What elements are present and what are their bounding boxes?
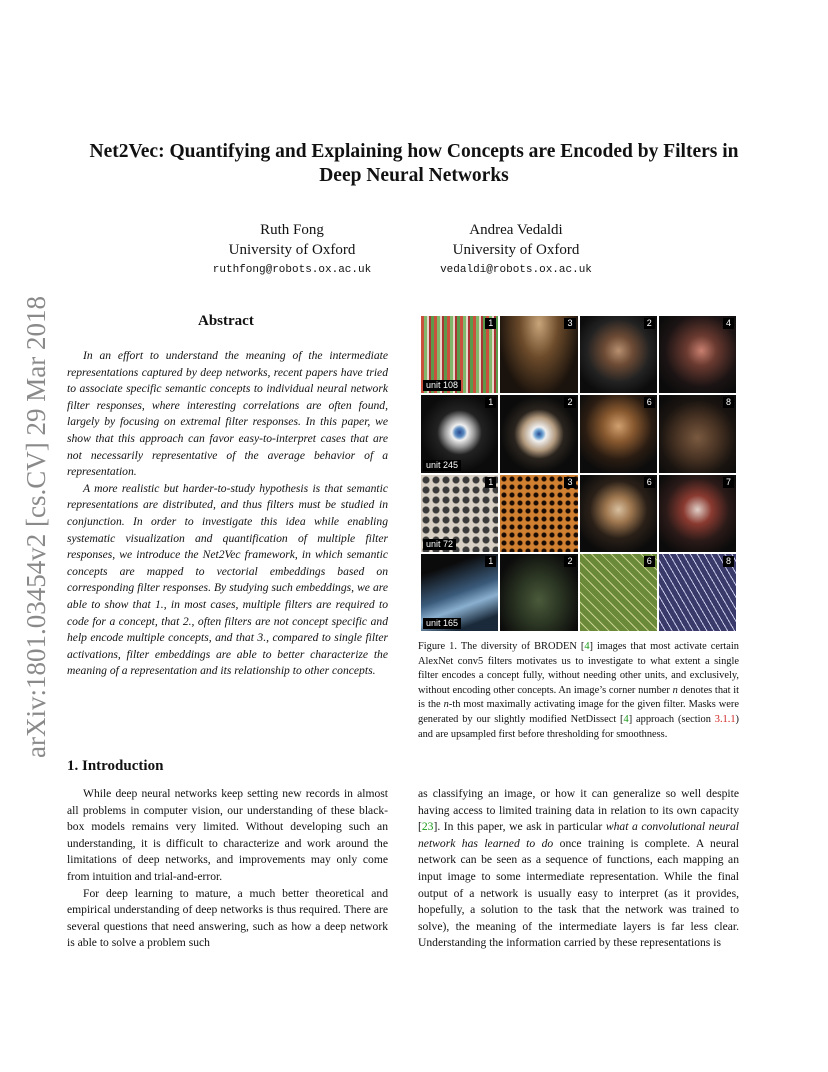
figure-tile xyxy=(421,554,498,631)
citation-link[interactable]: 4 xyxy=(584,641,590,652)
figure-tile xyxy=(500,316,577,393)
figure-tile xyxy=(580,395,657,472)
figure-tile xyxy=(421,475,498,552)
rank-badge: 1 xyxy=(485,318,496,329)
section-heading-introduction: 1. Introduction xyxy=(67,758,164,774)
rank-badge: 2 xyxy=(564,556,575,567)
arxiv-identifier-stamp xyxy=(14,288,54,758)
author-email[interactable]: ruthfong@robots.ox.ac.uk xyxy=(212,264,372,276)
unit-label: unit 108 xyxy=(423,380,461,391)
section-link[interactable]: 3.1.1 xyxy=(714,713,736,725)
unit-label: unit 165 xyxy=(423,618,461,629)
paper-title xyxy=(60,140,768,188)
figure-tile xyxy=(421,395,498,472)
rank-badge: 8 xyxy=(723,556,734,567)
rank-badge: 1 xyxy=(485,477,496,488)
rank-badge: 2 xyxy=(564,397,575,408)
rank-badge: 8 xyxy=(723,397,734,408)
intro-paragraph-2: For deep learning to mature, a much better theoretical and empirical understanding of deep networks is thus required. There are several questions that need answering, such as how a deep network is able to solve a problem such xyxy=(67,886,388,950)
figure-1-image-grid xyxy=(421,316,736,631)
rank-badge: 1 xyxy=(485,556,496,567)
figure-tile xyxy=(659,316,736,393)
author-block-1 xyxy=(192,220,392,280)
citation-link[interactable]: 23 xyxy=(421,820,434,834)
figure-tile xyxy=(580,316,657,393)
author-email[interactable]: vedaldi@robots.ox.ac.uk xyxy=(440,264,592,276)
math-variable: n xyxy=(672,684,678,696)
rank-badge: 2 xyxy=(644,318,655,329)
rank-badge: 3 xyxy=(564,477,575,488)
abstract-paragraph-1: In an effort to understand the meaning of the intermediate representations captured by deep networks, recent papers have tried to associate specific semantic concepts to individual neural network filter responses, where interesting correlations are often found, largely by focusing on extremal filter responses. In this paper, we show that this approach can favor easy-to-interpret cases that are not necessarily representative of the average behavior of a representation. xyxy=(67,349,388,479)
author-name: Ruth Fong xyxy=(260,222,324,238)
figure-tile xyxy=(500,475,577,552)
author-name: Andrea Vedaldi xyxy=(469,222,563,238)
rank-badge: 7 xyxy=(723,477,734,488)
intro-right-column: as classifying an image, or how it can generalize so well despite having access to limited training data in relation to its own capacity [23]. In this paper, we ask in particular what a convolutional neural network has learned to do once training is complete. A neural network can be seen as a sequence of functions, each mapping an input image to some intermediate representation. While the final output of a network is usually easy to interpret (as it provides, hopefully, a solution to the task that the network was trained to solve), the meaning of the intermediate layers is far less clear. Understanding the information carried by these representations is xyxy=(418,787,739,950)
citation-link[interactable]: 4 xyxy=(623,713,629,725)
unit-label: unit 245 xyxy=(423,460,461,471)
figure-tile xyxy=(500,395,577,472)
author-block-2 xyxy=(416,220,616,280)
figure-tile xyxy=(659,554,736,631)
abstract-heading: Abstract xyxy=(198,313,254,329)
figure-tile xyxy=(659,475,736,552)
figure-tile xyxy=(580,475,657,552)
intro-right-text: as classifying an image, or how it can generalize so well despite having access to limited training data in relation to its own capacity [ xyxy=(418,787,739,834)
title-line-2: Deep Neural Networks xyxy=(319,165,509,186)
figure-tile xyxy=(421,316,498,393)
rank-badge: 6 xyxy=(644,556,655,567)
unit-label: unit 72 xyxy=(423,539,456,550)
figure-tile xyxy=(580,554,657,631)
title-line-1: Net2Vec: Quantifying and Explaining how Concepts are Encoded by Filters in xyxy=(89,141,739,162)
intro-left-column xyxy=(67,786,388,952)
arxiv-id-text: arXiv:1801.03454v2 [cs.CV] 29 Mar 2018 xyxy=(21,296,51,758)
rank-badge: 6 xyxy=(644,397,655,408)
emphasis-text: what a convolutional neural network has learned to do xyxy=(418,820,739,850)
rank-badge: 6 xyxy=(644,477,655,488)
math-variable: n xyxy=(443,699,449,711)
figure-1-caption: Figure 1. The diversity of BRODEN [4] images that most activate certain AlexNet conv5 filters motivates us to investigate to what extent a single filter encodes a concept fully, without needing other units, and exclusively, without encoding other concepts. An image’s corner number n denotes that it is the n-th most maximally activating image for the given filter. Masks were generated by our slightly modified NetDissect [4] approach (section 3.1.1) and are upsampled first before thresholding for smoothness. xyxy=(418,641,739,740)
author-affiliation: University of Oxford xyxy=(228,242,356,258)
figure-tile xyxy=(500,554,577,631)
figure-tile xyxy=(659,395,736,472)
author-affiliation: University of Oxford xyxy=(452,242,580,258)
intro-paragraph-1: While deep neural networks keep setting new records in almost all problems in computer vision, our understanding of these black-box models remains very limited. Without developing such an understanding, it is difficult to characterize and work around the limitations of deep networks, and improvements may only come from intuition and trial-and-error. xyxy=(67,787,388,883)
abstract-paragraph-2: A more realistic but harder-to-study hypothesis is that semantic representations are distributed, and thus filters must be studied in conjunction. In order to investigate this idea while enabling systematic visualization and quantification of multiple filter responses, we introduce the Net2Vec framework, in which semantic concepts are mapped to vectorial embeddings based on corresponding filter responses. By studying such embeddings, we are able to show that 1., in most cases, multiple filters are required to code for a concept, that 2., often filters are not concept specific and help encode multiple concepts, and that 3., compared to single filter activations, filter embeddings are able to better characterize the meaning of a representation and its relationship to other concepts. xyxy=(67,481,388,678)
rank-badge: 3 xyxy=(564,318,575,329)
rank-badge: 4 xyxy=(723,318,734,329)
abstract-body xyxy=(67,348,388,680)
rank-badge: 1 xyxy=(485,397,496,408)
